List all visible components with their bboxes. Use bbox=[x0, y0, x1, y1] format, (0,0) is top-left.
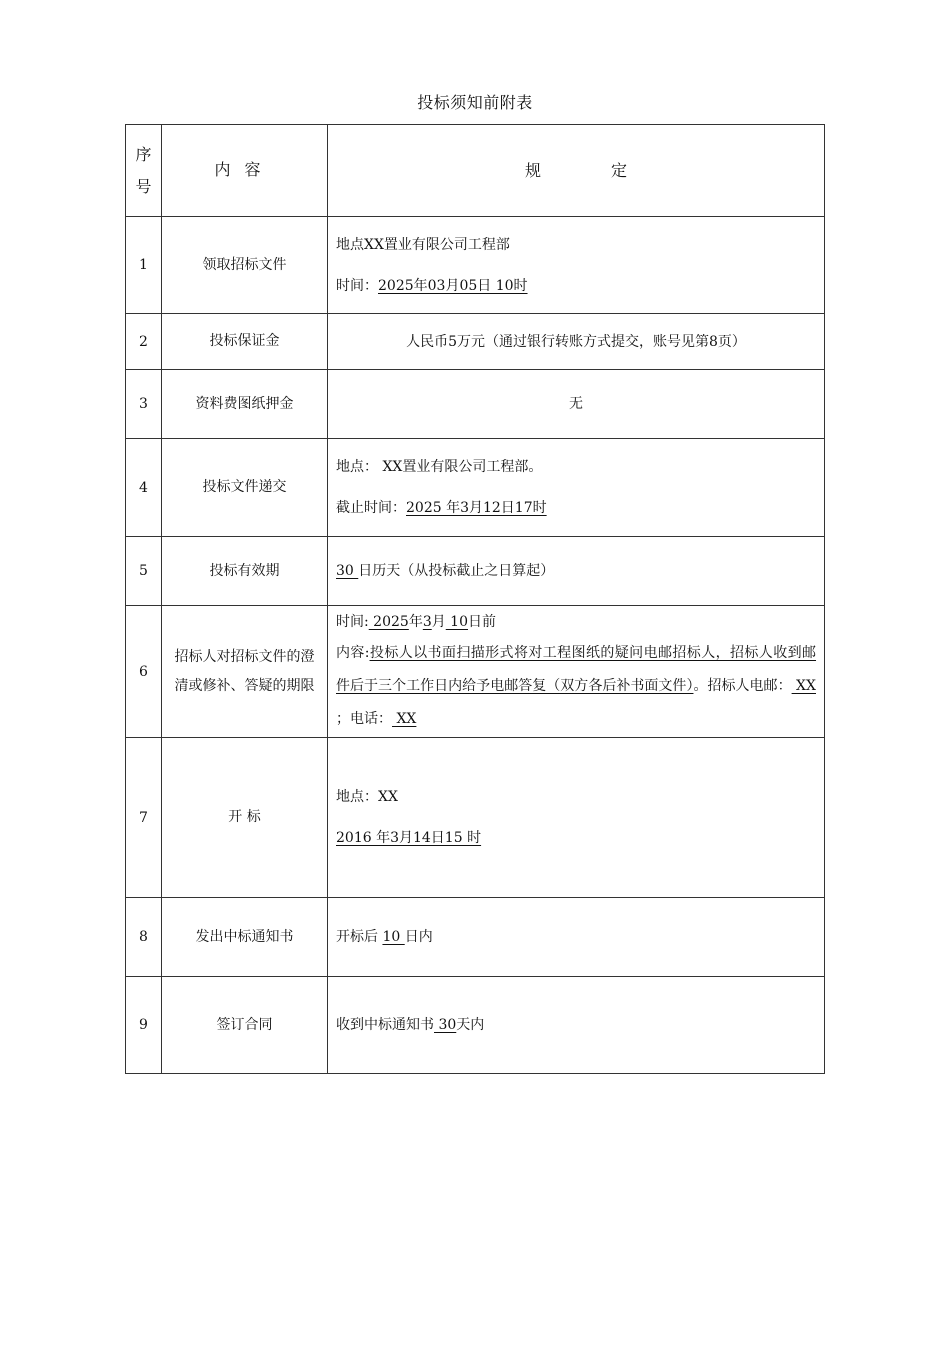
clarify-year: 2025 bbox=[368, 614, 409, 630]
rule-location: 地点： XX置业有限公司工程部。 bbox=[336, 459, 543, 475]
table-row bbox=[126, 439, 825, 537]
clarify-email-value: XX bbox=[791, 678, 816, 694]
table-row bbox=[126, 217, 825, 314]
validity-days: 30 bbox=[336, 563, 359, 579]
rule-time bbox=[336, 275, 816, 297]
header-seq-char-1: 序 bbox=[135, 144, 152, 164]
row-item: 发出中标通知书 bbox=[162, 898, 328, 977]
header-rule bbox=[328, 125, 825, 217]
rule-clarify-time bbox=[336, 607, 816, 637]
bid-notice-table bbox=[125, 124, 825, 1074]
row-rule bbox=[328, 977, 825, 1074]
table-row bbox=[126, 370, 825, 439]
row-item: 投标保证金 bbox=[162, 314, 328, 370]
table-row bbox=[126, 537, 825, 606]
notice-days: 10 bbox=[382, 929, 405, 945]
header-seq bbox=[126, 125, 162, 217]
rule-deadline bbox=[336, 497, 816, 519]
row-item: 资料费图纸押金 bbox=[162, 370, 328, 439]
table-row bbox=[126, 738, 825, 898]
clarify-month: 3 bbox=[422, 614, 432, 630]
row-item: 投标有效期 bbox=[162, 537, 328, 606]
clarify-phone-label: ；电话： bbox=[336, 711, 392, 727]
row-rule bbox=[328, 537, 825, 606]
rule-time-label: 时间： bbox=[336, 277, 378, 294]
rule-clarify-content bbox=[336, 637, 816, 736]
table-row bbox=[126, 977, 825, 1074]
notice-suffix: 日内 bbox=[404, 929, 433, 945]
header-rule-char-1: 规 bbox=[524, 160, 541, 180]
row-seq: 8 bbox=[126, 898, 162, 977]
clarify-month-unit: 月 bbox=[431, 614, 446, 630]
row-item: 签订合同 bbox=[162, 977, 328, 1074]
notice-prefix: 开标后 bbox=[336, 929, 383, 945]
row-seq: 4 bbox=[126, 439, 162, 537]
table-row bbox=[126, 898, 825, 977]
row-rule: 人民币5万元（通过银行转账方式提交，账号见第8页） bbox=[328, 314, 825, 370]
row-item: 投标文件递交 bbox=[162, 439, 328, 537]
table-header-row bbox=[126, 125, 825, 217]
row-seq: 3 bbox=[126, 370, 162, 439]
row-item: 领取招标文件 bbox=[162, 217, 328, 314]
row-rule bbox=[328, 439, 825, 537]
rule-time-value: 2025年03月05日 10时 bbox=[378, 277, 528, 294]
header-content-char-1: 内 bbox=[214, 160, 245, 179]
table-row bbox=[126, 606, 825, 738]
clarify-email-label: 。招标人电邮： bbox=[693, 678, 792, 694]
clarify-content-text: 投标人以书面扫描形式将对工程图纸的疑问电邮招标人，招标人收到邮件后于三个工作日内给予电邮答复（双方各后补书面文件） bbox=[336, 645, 817, 694]
clarify-time-label: 时间: bbox=[336, 614, 369, 630]
row-seq: 9 bbox=[126, 977, 162, 1074]
contract-suffix: 天内 bbox=[456, 1017, 485, 1033]
clarify-phone-value: XX bbox=[392, 711, 417, 727]
row-rule bbox=[328, 217, 825, 314]
row-seq: 2 bbox=[126, 314, 162, 370]
header-content bbox=[162, 125, 328, 217]
rule-deadline-label: 截止时间： bbox=[336, 500, 406, 516]
table-row bbox=[126, 314, 825, 370]
header-rule-char-2: 定 bbox=[611, 160, 628, 180]
row-seq: 1 bbox=[126, 217, 162, 314]
row-seq: 7 bbox=[126, 738, 162, 898]
row-seq: 6 bbox=[126, 606, 162, 738]
contract-prefix: 收到中标通知书 bbox=[336, 1017, 434, 1033]
header-content-char-2: 容 bbox=[244, 160, 275, 179]
clarify-day: 10 bbox=[445, 614, 468, 630]
row-seq: 5 bbox=[126, 537, 162, 606]
row-rule bbox=[328, 898, 825, 977]
row-rule bbox=[328, 606, 825, 738]
header-seq-char-2: 号 bbox=[135, 176, 152, 196]
rule-deadline-value: 2025 年3月12日17时 bbox=[406, 500, 547, 516]
rule-location: 地点XX置业有限公司工程部 bbox=[336, 236, 510, 253]
row-item: 开 标 bbox=[162, 738, 328, 898]
rule-opening-time: 2016 年3月14日15 时 bbox=[336, 830, 482, 846]
row-rule bbox=[328, 738, 825, 898]
contract-days: 30 bbox=[434, 1017, 457, 1033]
page-title: 投标须知前附表 bbox=[417, 93, 533, 112]
clarify-content-label: 内容: bbox=[336, 645, 370, 661]
row-rule: 无 bbox=[328, 370, 825, 439]
clarify-year-unit: 年 bbox=[408, 614, 423, 630]
row-item: 招标人对招标文件的澄清或修补、答疑的期限 bbox=[162, 606, 328, 738]
clarify-day-unit: 日前 bbox=[468, 614, 496, 630]
validity-text: 日历天（从投标截止之日算起） bbox=[358, 563, 555, 579]
rule-opening-location: 地点：XX bbox=[336, 789, 398, 805]
